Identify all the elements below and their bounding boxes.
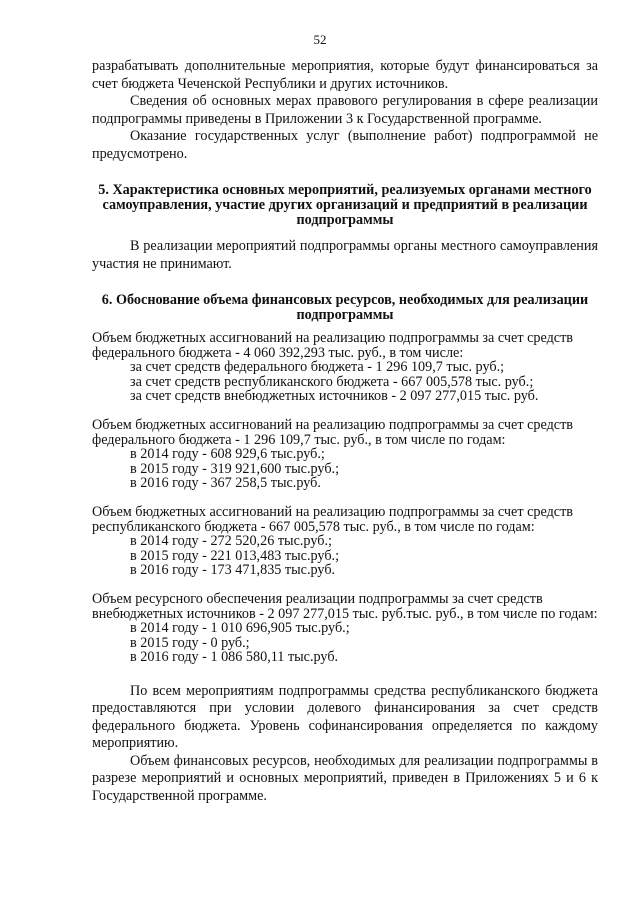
- page-content: [92, 58, 598, 805]
- intro-paragraph-1: разрабатывать дополнительные мероприятия, которые будут финансироваться за счет бюджета Чеченской Республики и других источников.: [92, 58, 598, 92]
- funding-item: за счет средств внебюджетных источников - 2 097 277,015 тыс. руб.: [130, 388, 539, 405]
- funding-item: в 2015 году - 221 013,483 тыс.руб.;: [130, 547, 340, 564]
- closing-paragraph-1: По всем мероприятиям подпрограммы средства республиканского бюджета предоставляются при условии долевого финансирования за счет средств федерального бюджета. Уровень софинансирования определяется по каждому мероприятию.: [92, 682, 598, 752]
- funding-item: в 2014 году - 1 010 696,905 тыс.руб.;: [130, 620, 350, 637]
- funding-item: в 2015 году - 0 руб.;: [130, 634, 250, 651]
- funding-block-total: [92, 331, 598, 404]
- funding-block-republican: [92, 505, 598, 578]
- funding-item: за счет средств республиканского бюджета - 667 005,578 тыс. руб.;: [130, 373, 534, 390]
- section-6-heading: 6. Обоснование объема финансовых ресурсов, необходимых для реализации подпрограммы: [101, 292, 589, 323]
- funding-item: в 2014 году - 272 520,26 тыс.руб.;: [130, 533, 332, 550]
- funding-block-extrabudgetary-text: Объем ресурсного обеспечения реализации подпрограммы за счет средств внебюджетных источников - 2 097 277,015 тыс. руб.тыс. руб., в том числе по годам:: [92, 590, 598, 622]
- funding-item: в 2016 году - 173 471,835 тыс.руб.: [130, 562, 336, 579]
- funding-block-federal-text: Объем бюджетных ассигнований на реализацию подпрограммы за счет средств федерального бюджета - 1 296 109,7 тыс. руб., в том числе по годам:: [92, 416, 573, 448]
- intro-paragraph-3: Оказание государственных услуг (выполнение работ) подпрограммой не предусмотрено.: [92, 128, 598, 162]
- funding-item: в 2016 году - 367 258,5 тыс.руб.: [130, 475, 321, 492]
- funding-block-federal: [92, 418, 598, 491]
- funding-item: в 2014 году - 608 929,6 тыс.руб.;: [130, 446, 325, 463]
- closing-paragraph-2: Объем финансовых ресурсов, необходимых для реализации подпрограммы в разрезе мероприятий и основных мероприятий, приведен в Приложениях 5 и 6 к Государственной программе.: [92, 752, 598, 804]
- funding-item: в 2015 году - 319 921,600 тыс.руб.;: [130, 460, 340, 477]
- page-number: 52: [313, 32, 327, 47]
- funding-block-republican-text: Объем бюджетных ассигнований на реализацию подпрограммы за счет средств республиканского бюджета - 667 005,578 тыс. руб., в том числе по годам:: [92, 503, 573, 535]
- intro-paragraph-2: Сведения об основных мерах правового регулирования в сфере реализации подпрограммы приведены в Приложении 3 к Государственной программе.: [92, 93, 598, 127]
- funding-block-extrabudgetary: [92, 592, 598, 665]
- funding-item: за счет средств федерального бюджета - 1 296 109,7 тыс. руб.;: [130, 359, 505, 376]
- funding-item: в 2016 году - 1 086 580,11 тыс.руб.: [130, 649, 339, 666]
- funding-block-total-text: Объем бюджетных ассигнований на реализацию подпрограммы за счет средств федерального бюджета - 4 060 392,293 тыс. руб., в том числе:: [92, 330, 573, 361]
- section-5-heading: 5. Характеристика основных мероприятий, реализуемых органами местного самоуправления, участие других организаций и предприятий в реализации подпрограммы: [98, 182, 592, 228]
- section-5-text: В реализации мероприятий подпрограммы органы местного самоуправления участия не принимают.: [92, 238, 598, 272]
